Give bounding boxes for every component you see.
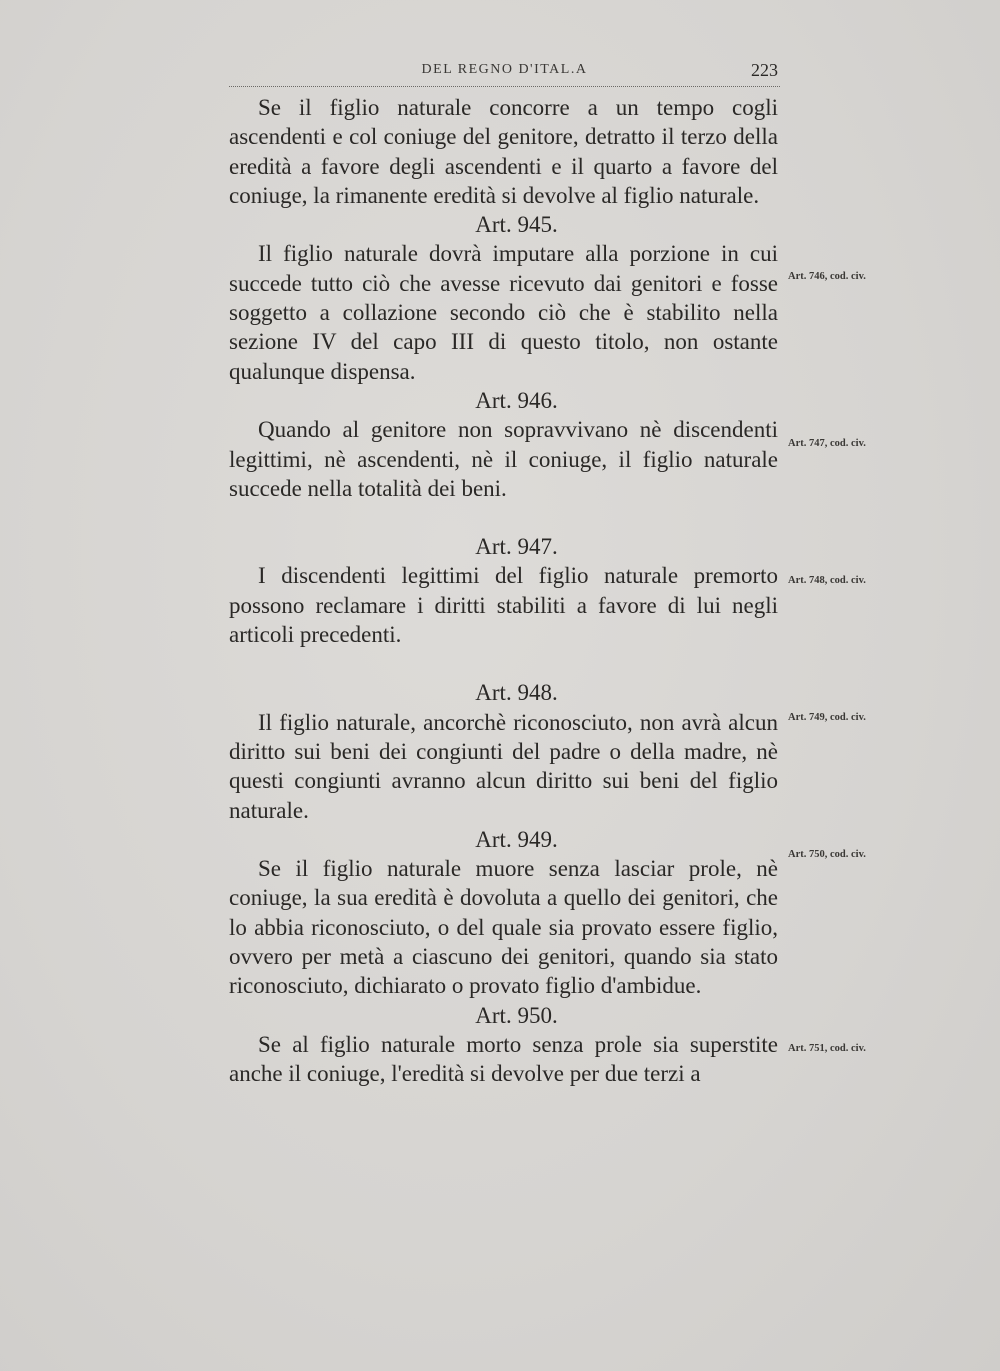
page-number: 223 (751, 60, 778, 80)
article-949-heading: Art. 949. (475, 826, 558, 852)
article-946-heading: Art. 946. (475, 387, 558, 413)
article-950-heading: Art. 950. (475, 1002, 558, 1028)
article-945-text: Il figlio naturale dovrà imputare alla porzione in cui succede tutto ciò che avesse ricevuto dai genitori e fosse soggetto a collazione secondo ciò che è stabilito nella sezione IV del capo III di questo titolo, non ostante qualunque dispensa. (229, 241, 778, 384)
spacer (229, 503, 778, 532)
margin-note-art-747: Art. 747, cod. civ. (788, 438, 866, 449)
article-946-text: Quando al genitore non sopravvivano nè discendenti legittimi, nè ascendenti, nè il coniuge, il figlio naturale succede nella totalità dei beni. (229, 417, 778, 501)
margin-note-art-749: Art. 749, cod. civ. (788, 712, 866, 723)
article-945-heading: Art. 945. (475, 212, 558, 238)
margin-note-art-746: Art. 746, cod. civ. (788, 271, 866, 282)
article-947-text: I discendenti legittimi del figlio naturale premorto possono reclamare i diritti stabiliti a favore di lui negli articoli precedenti. (229, 563, 778, 648)
margin-note-art-748: Art. 748, cod. civ. (788, 575, 866, 586)
margin-note-art-751: Art. 751, cod. civ. (788, 1043, 866, 1054)
article-950-text: Se al figlio naturale morto senza prole sia superstite anche il coniuge, l'eredità si devolve per due terzi a (229, 1031, 778, 1087)
body-text (229, 93, 778, 1089)
article-947-heading: Art. 947. (475, 534, 558, 560)
article-949-text: Se il figlio naturale muore senza lasciar prole, nè coniuge, la sua eredità è dovoluta a quello dei genitori, che lo abbia riconosciuto, o del quale sia provato essere figlio, ovvero per metà a ciascuno dei genitori, quando sia stato riconosciuto, dichiarato o provato figlio d'ambidue. (229, 856, 778, 999)
running-title: DEL REGNO D'ITAL.A (421, 62, 588, 77)
article-948-text: Il figlio naturale, ancorchè riconosciuto, non avrà alcun diritto sui beni dei congiunti del padre o della madre, nè questi congiunti avranno alcun diritto sui beni del figlio naturale. (229, 709, 778, 823)
article-948-heading: Art. 948. (475, 680, 558, 706)
page-header (229, 60, 780, 87)
margin-note-art-750: Art. 750, cod. civ. (788, 849, 866, 860)
paragraph-continuation: Se il figlio naturale concorre a un tempo cogli ascendenti e col coniuge del genitore, detratto il terzo della eredità a favore degli ascendenti e il quarto a favore del coniuge, la rimanente eredità si devolve al figlio naturale. (229, 95, 778, 208)
spacer (229, 649, 778, 678)
